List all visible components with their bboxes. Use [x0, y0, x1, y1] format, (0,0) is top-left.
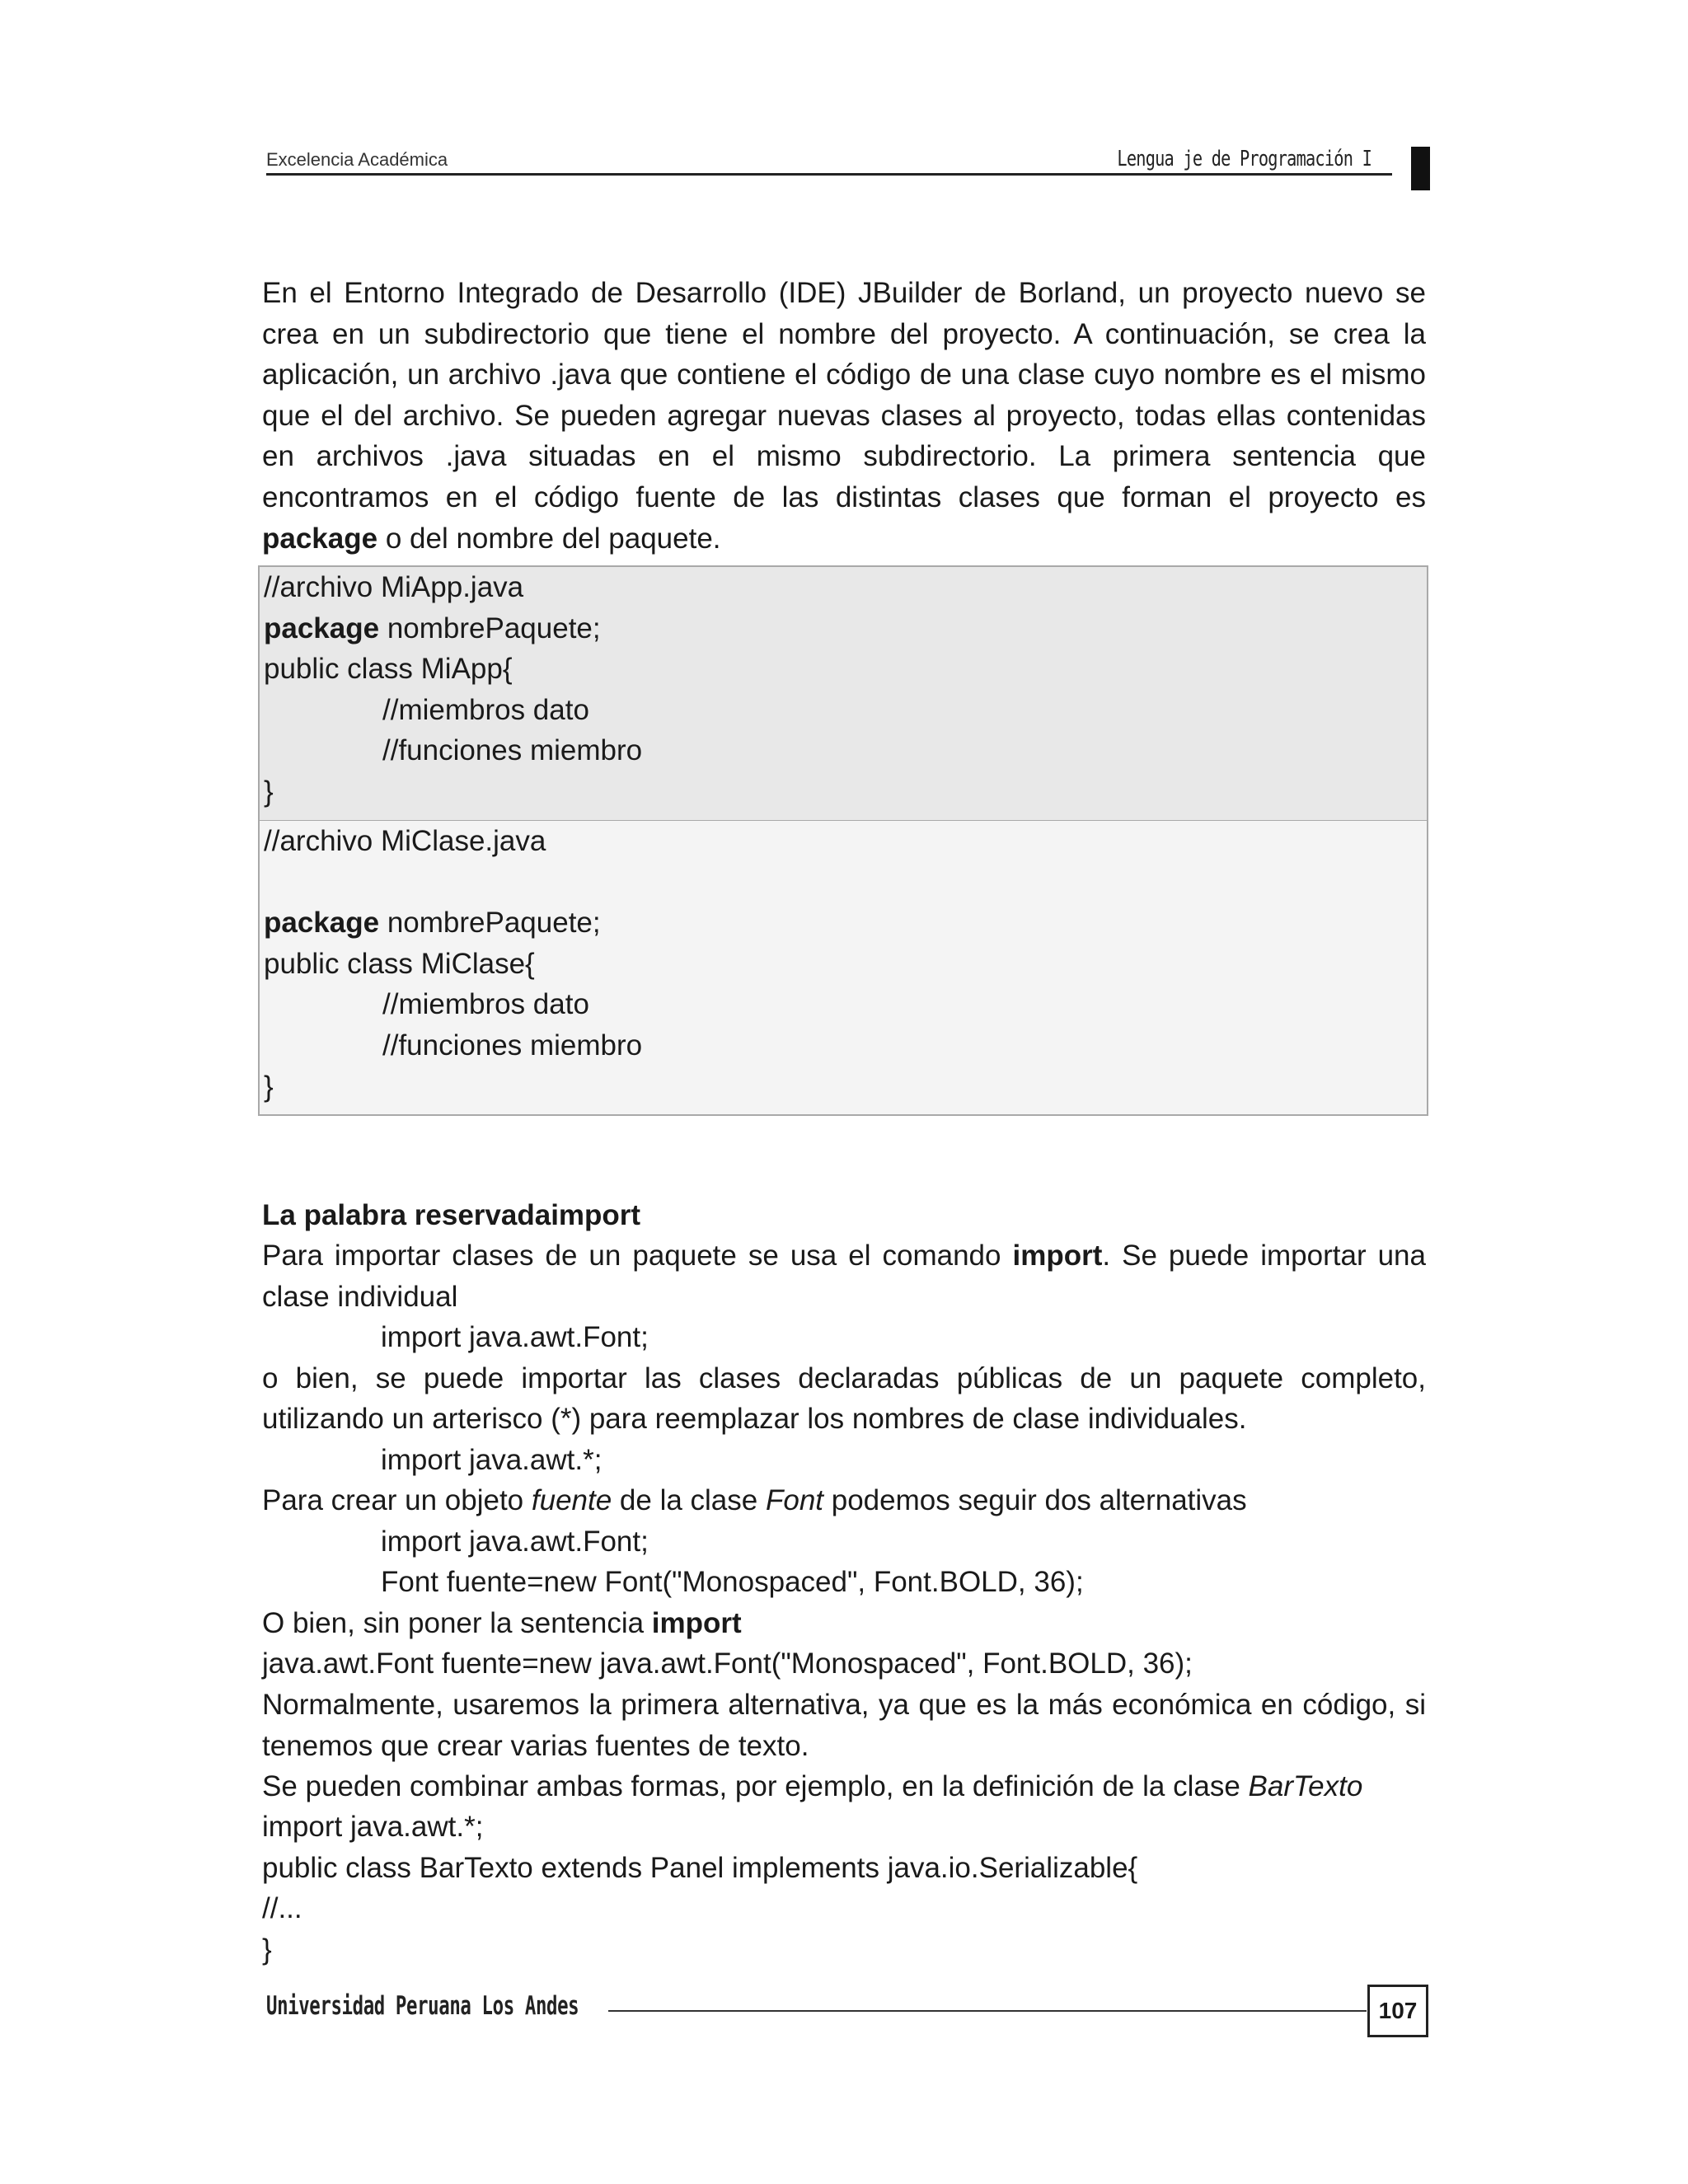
text-line: o bien, se puede importar las clases declaradas públicas de un paquete completo, [262, 1362, 1426, 1394]
code-snippet: import java.awt.*; [381, 1444, 603, 1476]
code-line: public class MiApp{ [264, 653, 513, 686]
code-line: //archivo MiClase.java [264, 825, 546, 857]
footer-university: Universidad Peruana Los Andes [266, 1991, 579, 2021]
intro-bold-package: package [262, 522, 378, 555]
import-paragraph: Para importar clases de un paquete se usa el comando import. Se puede importar una clase individual [262, 1240, 1426, 1313]
code-line: } [264, 776, 274, 808]
page-number: 107 [1367, 1985, 1428, 2037]
text-line: utilizando un arterisco (*) para reemplazar los nombres de clase individuales. [262, 1403, 1247, 1435]
code-box-miclase [258, 820, 1428, 1116]
code-snippet: import java.awt.Font; [381, 1526, 649, 1558]
footer-rule [608, 2010, 1367, 2012]
code-line: package nombrePaquete; [264, 907, 601, 940]
code-snippet: import java.awt.Font; [381, 1321, 649, 1353]
intro-paragraph: En el Entorno Integrado de Desarrollo (IDE) JBuilder de Borland, un proyecto nuevo se crea en un subdirectorio que tiene el nombre del proyecto. A continuación, se crea la aplicación, un archivo .java que contiene el código de una clase cuyo nombre es el mismo que el del archivo. Se pueden agregar nuevas clases al proyecto, todas ellas contenidas en archivos .java situadas en el mismo subdirectorio. La primera sentencia que encontramos en el código fuente de las distintas clases que forman el proyecto es package o del nombre del paquete. [262, 277, 1426, 555]
code-line: //miembros dato [382, 988, 589, 1021]
code-line: //miembros dato [382, 693, 589, 726]
code-line: //funciones miembro [382, 1029, 643, 1062]
code-snippet: import java.awt.*; [262, 1811, 484, 1843]
code-snippet: } [262, 1933, 272, 1966]
header-right-text: Lengua je de Programación I [1117, 147, 1372, 171]
code-box-miapp [258, 565, 1428, 821]
text-line: Para crear un objeto fuente de la clase Font podemos seguir dos alternativas [262, 1484, 1247, 1516]
code-snippet: java.awt.Font fuente=new java.awt.Font("Monospaced", Font.BOLD, 36); [262, 1647, 1193, 1680]
code-line: package nombrePaquete; [264, 612, 601, 644]
text-line: Se pueden combinar ambas formas, por ejemplo, en la definición de la clase BarTexto [262, 1770, 1363, 1802]
section-heading: La palabra reservadaimport [262, 1199, 641, 1231]
text-paragraph: Normalmente, usaremos la primera alternativa, ya que es la más económica en código, si tenemos que crear varias fuentes de texto. [262, 1689, 1426, 1762]
code-snippet: Font fuente=new Font("Monospaced", Font.BOLD, 36); [381, 1566, 1084, 1598]
header-left-text: Excelencia Académica [266, 149, 448, 170]
code-snippet: public class BarTexto extends Panel implements java.io.Serializable{ [262, 1852, 1138, 1884]
code-line: //archivo MiApp.java [264, 571, 524, 603]
code-snippet: //... [262, 1892, 302, 1924]
header-rule [266, 173, 1392, 176]
text-line: O bien, sin poner la sentencia import [262, 1607, 742, 1639]
header-marker-block [1411, 147, 1430, 190]
code-line: //funciones miembro [382, 734, 643, 767]
code-line: public class MiClase{ [264, 947, 535, 980]
code-line: } [264, 1070, 274, 1103]
